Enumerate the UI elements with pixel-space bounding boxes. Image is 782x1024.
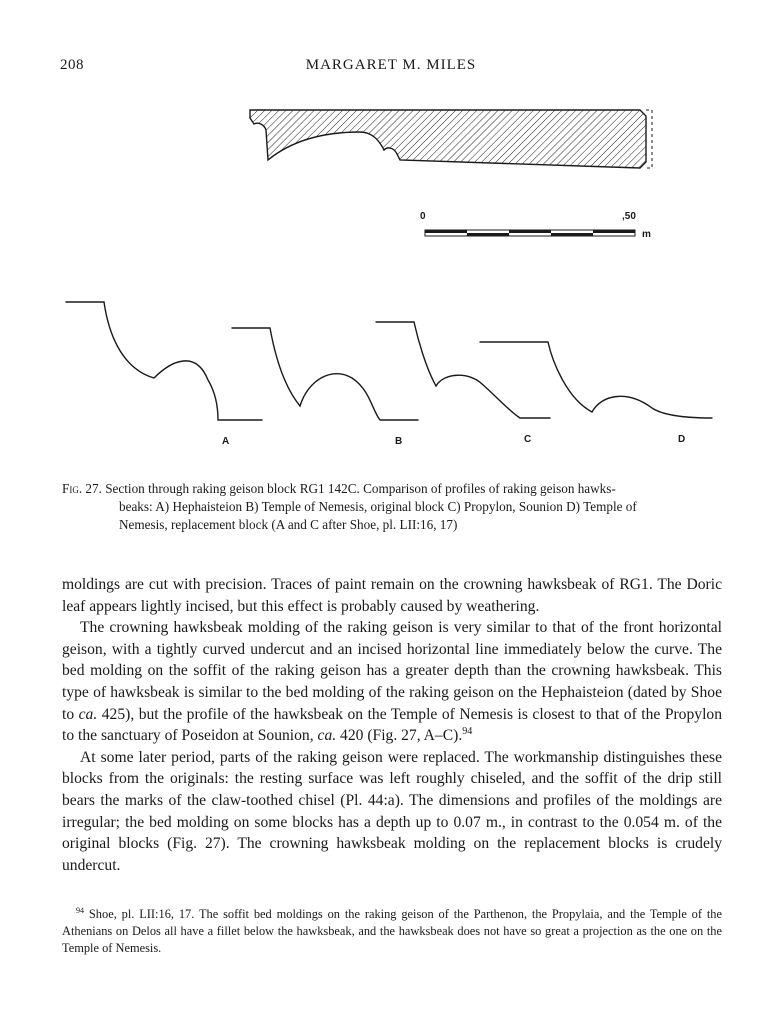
body-text-run: moldings are cut with precision. Traces of paint remain on the crowning hawksbeak of RG1. The Doric leaf appears lightly incised, but this effect is probably caused by weathering. [62,576,722,615]
body-paragraph [62,617,722,747]
profile-a [66,302,262,420]
body-text-run: 425), but the profile of the hawksbeak on the Temple of Nemesis is closest to that of the Propylon to the sanctuary of Poseidon at Sounion, [62,705,722,745]
footnote-paragraph [62,906,722,957]
scale-bar [425,230,635,236]
footnote-number: 94 [76,905,85,915]
profile-label-c: C [524,434,532,445]
body-text [62,574,722,876]
footnote-text: Shoe, pl. LII:16, 17. The soffit bed moldings on the raking geison of the Parthenon, the Propylaia, and the Temple of the Athenians on Delos all have a fillet below the hawksbeak, and the hawksbeak does not have so great a projection as the one on the Temple of Nemesis. [62,907,722,955]
running-head: MARGARET M. MILES [305,57,477,73]
caption-line-3: Nemesis, replacement block (A and C after Shoe, pl. LII:16, 17) [119,517,458,532]
body-text-run: The crowning hawksbeak molding of the raking geison is very similar to that of the front horizontal geison, with a tightly curved undercut and an incised horizontal line immediately below the curve. The bed molding on the soffit of the raking geison has a greater depth than the crowning hawksbeak. This type of hawksbeak is similar to the bed molding of the raking geison on the Hephaisteion (dated by Shoe to [62,619,722,723]
body-text-run: ca. [317,727,337,745]
scale-label-start: 0 [420,211,426,222]
figure-caption [62,480,722,534]
caption-line-1 [62,480,722,498]
profile-label-a: A [222,436,230,447]
figure-27-drawing [0,0,782,470]
profile-label-b: B [395,436,403,447]
profile-c [376,322,550,418]
caption-line-2: beaks: A) Hephaisteion B) Temple of Nemesis, original block C) Propylon, Sounion D) Temple of [119,499,637,514]
body-text-run: 420 (Fig. 27, A–C). [336,727,463,745]
footnote-94 [62,906,722,957]
body-text-run: ca. [78,705,98,723]
geison-section [250,110,652,168]
body-paragraph [62,747,722,877]
caption-text-1: Section through raking geison block RG1 142C. Comparison of profiles of raking geison hawks- [105,481,616,496]
footnote-reference: 94 [462,725,473,737]
page-number: 208 [60,57,84,73]
profile-b [232,328,418,420]
scale-label-end: ,50 [622,211,636,222]
profile-label-d: D [678,434,686,445]
body-paragraph [62,574,722,617]
scale-unit-label: m [642,229,651,240]
profile-d [480,342,712,418]
caption-label: Fig. 27. [62,481,102,496]
body-text-run: At some later period, parts of the raking geison were replaced. The workmanship distinguishes these blocks from the originals: the resting surface was left roughly chiseled, and the soffit of the drip still bears the marks of the claw-toothed chisel (Pl. 44:a). The dimensions and profiles of the moldings are irregular; the bed molding on some blocks has a depth up to 0.07 m., in contrast to the 0.054 m. of the original blocks (Fig. 27). The crowning hawksbeak molding on the replacement blocks is crudely undercut. [62,748,722,874]
